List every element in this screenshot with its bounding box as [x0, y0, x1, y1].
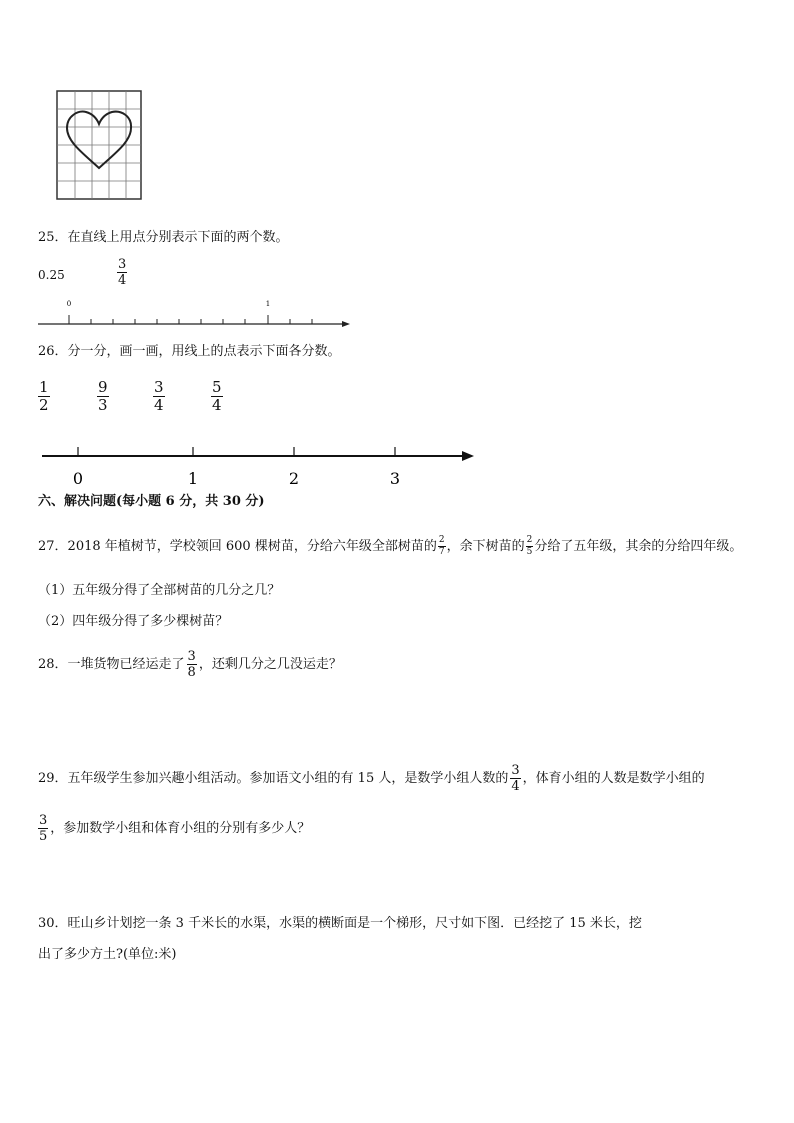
q30-line1: 30．旺山乡计划挖一条 3 千米长的水渠，水渠的横断面是一个梯形，尺寸如下图．已经挖了 15 米长，挖 [38, 916, 642, 931]
q27-sub1: （1）五年级分得了全部树苗的几分之几？ [38, 583, 281, 598]
q29-text: 29．五年级学生参加兴趣小组活动。参加语文小组的有 15 人，是数学小组人数的 $\frac{3}{4}$ ，体育小组的人数是数学小组的 [38, 763, 705, 794]
q30-line2: 出了多少方土?(单位:米) [38, 947, 177, 962]
q25-text: 25．在直线上用点分别表示下面的两个数。 [38, 230, 289, 245]
q27-text: 27．2018 年植树节，学校领回 600 棵树苗，分给六年级全部树苗的 $\frac{2}{7}$ ，余下树苗的 $\frac{2}{5}$ 分给了五年级，其余的分给四年级。 [38, 535, 743, 557]
q25-arrow [342, 321, 350, 327]
heart-grid-figure [54, 88, 146, 202]
q26-tick-label-1: 1 [187, 469, 199, 488]
q28-text: 28．一堆货物已经运走了 $\frac{3}{8}$ ，还剩几分之几没运走？ [38, 649, 342, 680]
q26-arrow [462, 451, 474, 461]
q26-tick-label-3: 3 [389, 469, 401, 488]
q25-fraction: $\frac{3}{4}$ [118, 257, 127, 288]
q26-fraction-2: $\frac{9}{3}$ [98, 378, 108, 414]
q25-ticks [69, 315, 312, 324]
section6-title: 六、解决问题(每小题 6 分，共 30 分) [38, 494, 265, 509]
q26-tick-label-0: 0 [72, 469, 84, 488]
q26-ticks [78, 447, 395, 456]
q26-number-line [38, 440, 478, 490]
q26-tick-label-2: 2 [288, 469, 300, 488]
q26-fraction-4: $\frac{5}{4}$ [212, 378, 222, 414]
q26-fraction-1: $\frac{1}{2}$ [39, 378, 49, 414]
q29-text-line2: $\frac{3}{5}$ ，参加数学小组和体育小组的分别有多少人？ [39, 813, 311, 844]
q27-sub2: （2）四年级分得了多少棵树苗？ [38, 614, 229, 629]
q26-text: 26．分一分，画一画，用线上的点表示下面各分数。 [38, 344, 341, 359]
q25-number-line [36, 296, 354, 332]
q26-fraction-3: $\frac{3}{4}$ [154, 378, 164, 414]
q25-decimal: 0.25 [38, 268, 65, 282]
q25-tick-label-1: 1 [265, 300, 271, 308]
q25-tick-label-0: 0 [66, 300, 72, 308]
